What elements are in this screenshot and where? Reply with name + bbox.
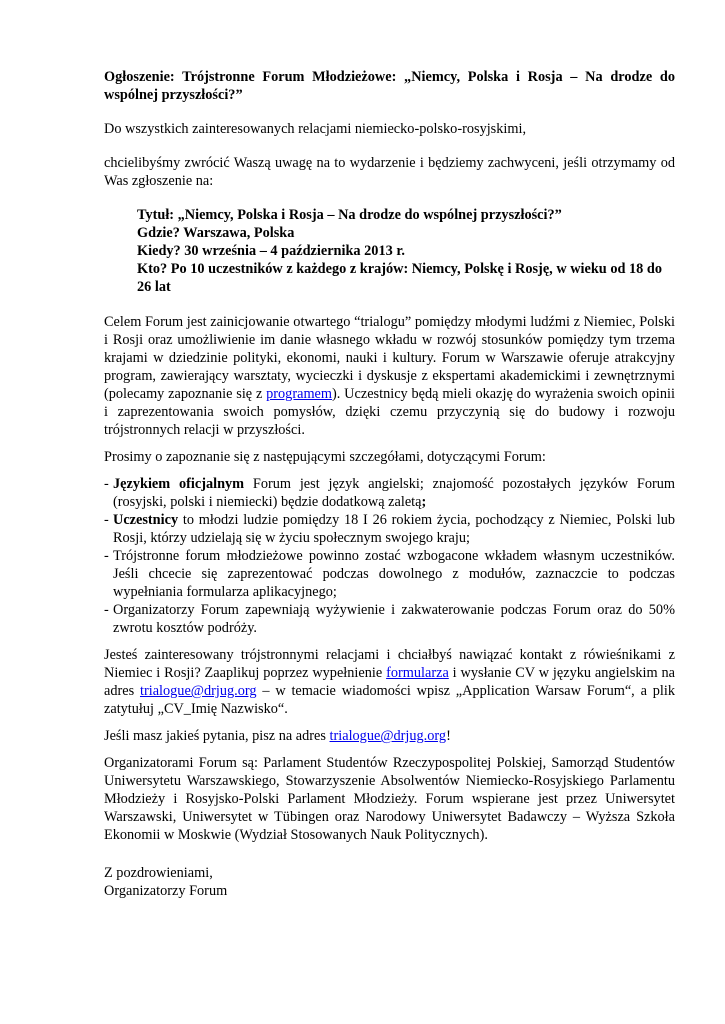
questions-text-before: Jeśli masz jakieś pytania, pisz na adres [104, 728, 330, 744]
document-page [104, 68, 675, 900]
list-item-bold-tail: ; [421, 494, 427, 510]
event-when-line: Kiedy? 30 września – 4 października 2013 r. [137, 243, 405, 259]
list-item [104, 601, 675, 637]
event-where-line: Gdzie? Warszawa, Polska [137, 225, 295, 241]
questions-paragraph [104, 727, 675, 745]
questions-text-after: ! [446, 728, 451, 744]
closing [104, 864, 675, 900]
application-text-3: – w temacie wiadomości wpisz „Application Warsaw Forum“, a plik zatytułuj „CV_Imię Nazwisko“. [104, 683, 675, 717]
goal-text-after: ). Uczestnicy będą mieli okazję do wyrażenia swoich opinii i zaprezentowania swoich pomysłów, dzięki czemu przyczynią się do budowy i rozwoju trójstronnych relacji w przyszłości. [104, 386, 675, 438]
details-list [104, 475, 675, 637]
list-item-bold: Językiem oficjalnym [113, 476, 245, 492]
list-item-text: to młodzi ludzie pomiędzy 18 I 26 rokiem życia, pochodzący z Niemiec, Polski lub Rosji, którzy udzielają się w życiu społecznym swojego kraju; [113, 512, 675, 546]
details-intro-paragraph: Prosimy o zapoznanie się z następującymi szczegółami, dotyczącymi Forum: [104, 449, 546, 465]
application-paragraph [104, 646, 675, 718]
application-text-2: i wysłanie CV w języku angielskim na adres [104, 665, 675, 699]
event-who-line: Kto? Po 10 uczestników z każdego z krajów: Niemcy, Polskę i Rosję, w wieku od 18 do 26 lat [137, 261, 662, 295]
list-dash: - [104, 548, 109, 564]
list-dash: - [104, 512, 109, 528]
intro-paragraph: chcielibyśmy zwrócić Waszą uwagę na to wydarzenie i będziemy zachwyceni, jeśli otrzymamy od Was zgłoszenie na: [104, 155, 675, 189]
list-item [104, 511, 675, 547]
list-item [104, 547, 675, 601]
email-link[interactable]: trialogue@drjug.org [139, 683, 257, 699]
closing-line-1: Z pozdrowieniami, [104, 865, 213, 881]
list-item-text: Trójstronne forum młodzieżowe powinno zostać wzbogacone wkładem własnym uczestników. Jeśli chcecie się zaprezentować podczas dowolnego z modułów, zaznaczcie to podczas wypełniania formularza aplikacyjnego; [113, 548, 675, 600]
document-title: Ogłoszenie: Trójstronne Forum Młodzieżowe: „Niemcy, Polska i Rosja – Na drodze do wspólnej przyszłości?” [104, 69, 675, 103]
forum-goal-paragraph [104, 313, 675, 439]
list-item-bold: Uczestnicy [113, 512, 179, 528]
list-dash: - [104, 602, 109, 618]
event-details [137, 206, 675, 296]
goal-text-before: Celem Forum jest zainicjowanie otwartego “trialogu” pomiędzy młodymi ludźmi z Niemiec, Polski i Rosji oraz umożliwienie im danie własnego wkładu w rozwój stosunków pomiędzy tym trzema krajami w dziedzinie polityki, ekonomi, nauki i kultury. Forum w Warszawie oferuje atrakcyjny program, zawierający warsztaty, wycieczki i dyskusje z ekspertami akademickimi i zewnętrznymi (polecamy zapoznanie się z [104, 314, 675, 402]
application-text-1: Jesteś zainteresowany trójstronnymi relacjami i chciałbyś nawiązać kontakt z rówieśnikami z Niemiec i Rosji? Zaaplikuj poprzez wypełnienie [104, 647, 675, 681]
list-item-text: Forum jest język angielski; znajomość pozostałych języków Forum (rosyjski, polski i niemiecki) będzie dodatkową zaletą [113, 476, 676, 510]
list-dash: - [104, 476, 109, 492]
event-title-line: Tytuł: „Niemcy, Polska i Rosja – Na drodze do wspólnej przyszłości?” [137, 207, 562, 223]
list-item-text: Organizatorzy Forum zapewniają wyżywienie i zakwaterowanie podczas Forum oraz do 50% zwrotu kosztów podróży. [113, 602, 675, 636]
program-link[interactable]: programem [266, 386, 333, 402]
list-item [104, 475, 675, 511]
form-link[interactable]: formularza [386, 665, 449, 681]
closing-line-2: Organizatorzy Forum [104, 883, 228, 899]
questions-email-link[interactable]: trialogue@drjug.org [329, 728, 447, 744]
greeting: Do wszystkich zainteresowanych relacjami niemiecko-polsko-rosyjskimi, [104, 121, 527, 137]
organizers-paragraph: Organizatorami Forum są: Parlament Studentów Rzeczypospolitej Polskiej, Samorząd Studentów Uniwersytetu Warszawskiego, Stowarzyszenie Absolwentów Niemiecko-Rosyjskiego Parlamentu Młodzieży i Rosyjsko-Polski Parlament Młodzieży. Forum wspierane jest przez Uniwersytet Warszawski, Uniwersytet w Tübingen oraz Narodowy Uniwersytet Badawczy – Wyższa Szkoła Ekonomii w Moskwie (Wydział Stosowanych Nauk Politycznych). [104, 755, 675, 843]
